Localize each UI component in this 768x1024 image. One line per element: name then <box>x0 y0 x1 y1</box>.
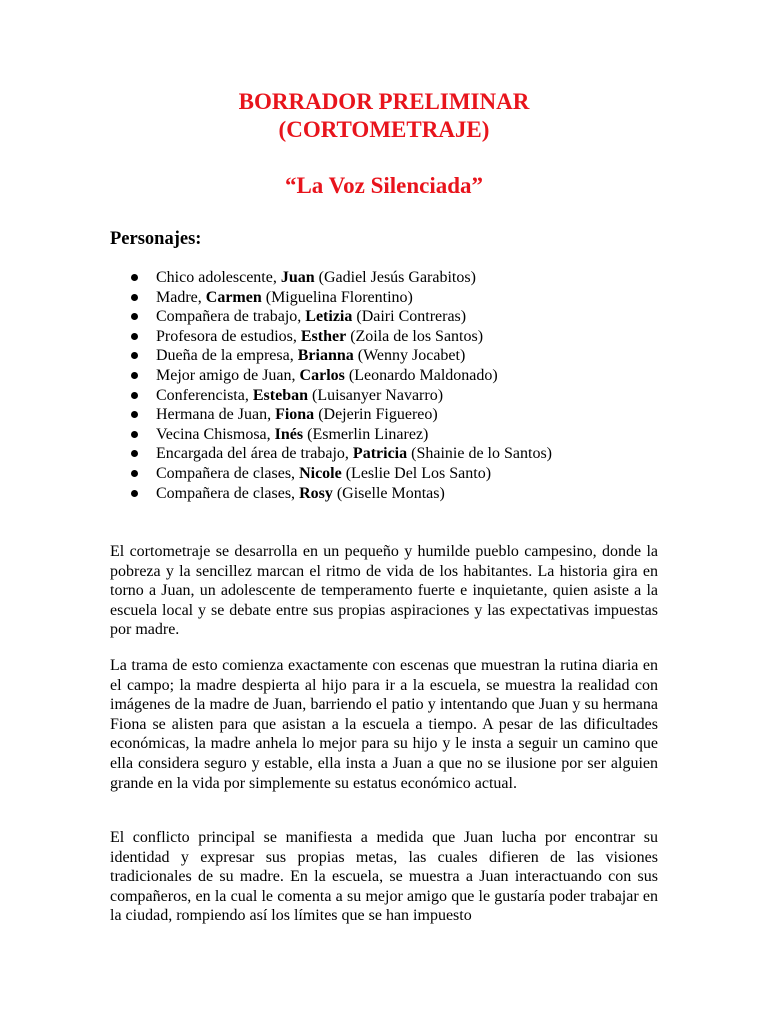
bullet-icon <box>131 490 138 497</box>
character-actor: (Esmerlin Linarez) <box>303 425 429 443</box>
character-name: Carlos <box>299 366 345 384</box>
character-actor: (Leslie Del Los Santo) <box>341 464 492 482</box>
character-actor: (Miguelina Florentino) <box>261 288 413 306</box>
character-actor: (Gadiel Jesús Garabitos) <box>314 269 476 286</box>
character-item <box>110 327 552 347</box>
bullet-icon <box>131 274 138 281</box>
character-item <box>110 464 552 484</box>
character-item <box>110 386 552 406</box>
character-actor: (Giselle Montas) <box>332 484 445 502</box>
character-name: Inés <box>274 425 304 443</box>
character-name: Esther <box>300 327 347 345</box>
character-role: Chico adolescente, <box>156 269 281 286</box>
document-subtitle: “La Voz Silenciada” <box>284 173 484 198</box>
bullet-icon <box>131 392 138 399</box>
characters-heading: Personajes: <box>110 229 202 249</box>
bullet-icon <box>131 431 138 438</box>
character-name: Brianna <box>297 347 354 365</box>
bullet-icon <box>131 313 138 320</box>
character-item <box>110 444 552 464</box>
document-title-line2: (CORTOMETRAJE) <box>278 117 490 142</box>
character-actor: (Wenny Jocabet) <box>353 347 466 365</box>
character-role: Compañera de trabajo, <box>156 308 306 326</box>
synopsis-paragraph-3: El conflicto principal se manifiesta a medida que Juan lucha por encontrar su identidad y expresar sus propias metas, las cuales difieren de las visiones tradicionales de su madre. En la escuela, se muestra a Juan interactuando con sus compañeros, en la cual le comenta a su mejor amigo que le gustaría poder trabajar en la ciudad, rompiendo así los límites que se han impuesto <box>110 829 658 925</box>
character-name: Carmen <box>205 288 262 306</box>
bullet-icon <box>131 450 138 457</box>
document-title-line1: BORRADOR PRELIMINAR <box>238 89 530 114</box>
bullet-icon <box>131 411 138 418</box>
character-role: Dueña de la empresa, <box>156 347 298 365</box>
character-name: Esteban <box>252 386 308 404</box>
character-item <box>110 346 552 366</box>
synopsis-paragraph-1: El cortometraje se desarrolla en un pequeño y humilde pueblo campesino, donde la pobreza y la sencillez marcan el ritmo de vida de los habitantes. La historia gira en torno a Juan, un adolescente de temperamento fuerte e inquietante, quien asiste a la escuela local y se debate entre sus propias aspiraciones y las expectativas impuestas por madre. <box>110 543 658 639</box>
character-name: Rosy <box>299 484 333 502</box>
bullet-icon <box>131 294 138 301</box>
character-role: Encargada del área de trabajo, <box>156 445 353 463</box>
character-item <box>110 366 552 386</box>
bullet-icon <box>131 352 138 359</box>
character-role: Vecina Chismosa, <box>156 425 275 443</box>
character-actor: (Dejerin Figuereo) <box>314 406 438 424</box>
character-item <box>110 307 552 327</box>
character-role: Compañera de clases, <box>156 464 300 482</box>
character-role: Compañera de clases, <box>156 484 300 502</box>
synopsis-paragraph-2: La trama de esto comienza exactamente con escenas que muestran la rutina diaria en el campo; la madre despierta al hijo para ir a la escuela, se muestra la realidad con imágenes de la madre de Juan, barriendo el patio y intentando que Juan y su hermana Fiona se alisten para que asistan a la escuela a tiempo. A pesar de las dificultades económicas, la madre anhela lo mejor para su hijo y le insta a seguir un camino que ella considera seguro y estable, ella insta a Juan a que no se ilusione por ser alguien grande en la vida por simplemente su estatus económico actual. <box>110 657 658 792</box>
bullet-icon <box>131 372 138 379</box>
character-item <box>110 425 552 445</box>
bullet-icon <box>131 333 138 340</box>
character-name: Letizia <box>305 308 353 326</box>
character-item <box>110 484 552 504</box>
characters-list <box>110 268 552 503</box>
character-item <box>110 268 552 288</box>
character-role: Profesora de estudios, <box>156 327 301 345</box>
character-actor: (Luisanyer Navarro) <box>307 386 444 404</box>
character-actor: (Zoila de los Santos) <box>346 327 484 345</box>
bullet-icon <box>131 470 138 477</box>
character-role: Hermana de Juan, <box>156 406 276 424</box>
character-item <box>110 405 552 425</box>
character-item <box>110 288 552 308</box>
character-actor: (Shainie de lo Santos) <box>407 445 552 463</box>
character-name: Patricia <box>352 445 408 463</box>
character-role: Madre, <box>156 288 206 306</box>
character-role: Mejor amigo de Juan, <box>156 366 300 384</box>
character-actor: (Dairi Contreras) <box>352 308 467 326</box>
character-name: Juan <box>280 269 315 286</box>
character-name: Fiona <box>275 406 315 424</box>
character-role: Conferencista, <box>156 386 253 404</box>
character-actor: (Leonardo Maldonado) <box>344 366 498 384</box>
character-name: Nicole <box>299 464 342 482</box>
